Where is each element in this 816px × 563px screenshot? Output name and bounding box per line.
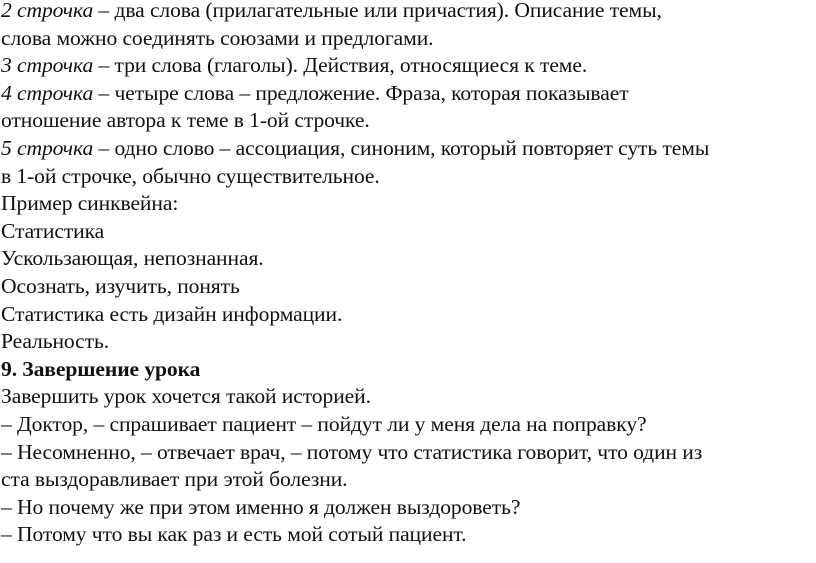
rule-line-2-cont: слова можно соединять союзами и предлогами. <box>1 25 434 50</box>
rule-text-2: – два слова (прилагательные или причастия). Описание темы, <box>93 0 662 22</box>
rule-text-3: – три слова (глаголы). Действия, относящиеся к теме. <box>93 53 588 78</box>
rule-line-3 <box>1 52 816 80</box>
rule-line-4-cont: отношение автора к теме в 1-ой строчке. <box>1 108 370 133</box>
dialogue-line: ста выздоравливает при этой болезни. <box>1 467 348 492</box>
rule-label-3: 3 строчка <box>1 53 94 78</box>
rule-line-5 <box>1 135 816 163</box>
dialogue-line: – Потому что вы как раз и есть мой сотый пациент. <box>1 522 467 547</box>
rule-label-5: 5 строчка <box>1 135 94 160</box>
example-line: Осознать, изучить, понять <box>1 273 240 298</box>
example-line: Реальность. <box>1 329 110 354</box>
rule-label-2: 2 строчка <box>1 0 94 22</box>
example-line: Статистика <box>1 218 105 243</box>
rule-line-2 <box>1 0 816 25</box>
rule-text-4: – четыре слова – предложение. Фраза, которая показывает <box>93 80 629 105</box>
example-line: Ускользающая, непознанная. <box>1 246 264 271</box>
dialogue-line: – Несомненно, – отвечает врач, – потому что статистика говорит, что один из <box>1 439 703 464</box>
example-line: Статистика есть дизайн информации. <box>1 301 343 326</box>
rule-text-5: – одно слово – ассоциация, синоним, который повторяет суть темы <box>93 135 710 160</box>
section-heading: 9. Завершение урока <box>1 356 201 381</box>
rule-line-4 <box>1 80 816 108</box>
rule-label-4: 4 строчка <box>1 80 94 105</box>
section-intro: Завершить урок хочется такой историей. <box>1 384 371 409</box>
dialogue-line: – Доктор, – спрашивает пациент – пойдут ли у меня дела на поправку? <box>1 411 647 436</box>
dialogue-line: – Но почему же при этом именно я должен выздороветь? <box>1 494 521 519</box>
example-intro: Пример синквейна: <box>1 191 179 216</box>
rule-line-5-cont: в 1-ой строчке, обычно существительное. <box>1 163 380 188</box>
